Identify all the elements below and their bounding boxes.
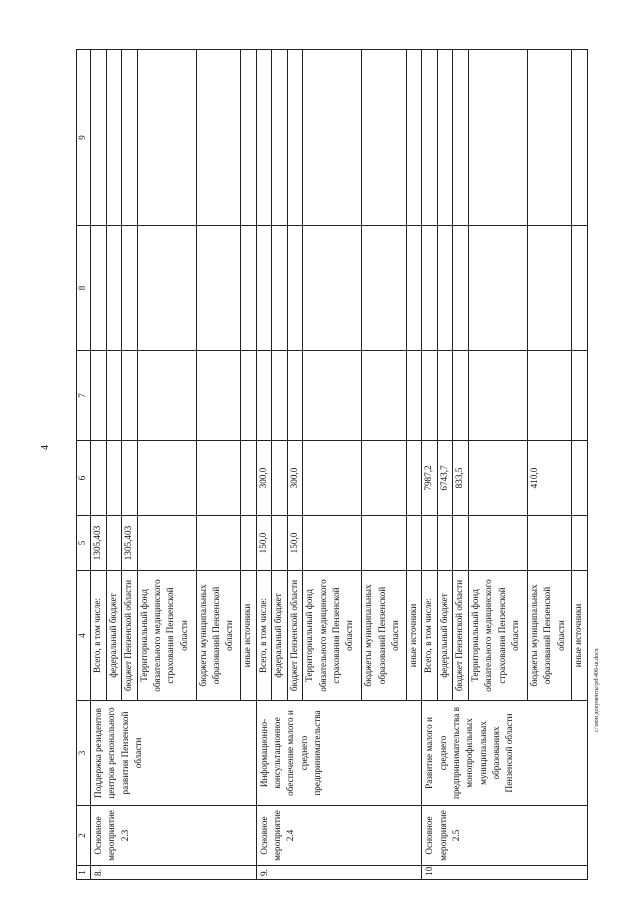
value-col9 <box>572 50 588 226</box>
value-col9 <box>437 50 453 226</box>
value-col8 <box>106 226 122 351</box>
value-col5 <box>106 516 122 571</box>
value-col8 <box>468 226 527 351</box>
value-col7 <box>453 351 469 441</box>
value-col7 <box>287 351 303 441</box>
column-number: 8 <box>77 226 91 351</box>
column-number: 7 <box>77 351 91 441</box>
value-col5 <box>422 516 438 571</box>
value-col8 <box>196 226 240 351</box>
value-col6: 410,0 <box>527 441 571 516</box>
value-col5: 150,0 <box>287 516 303 571</box>
value-col9 <box>196 50 240 226</box>
activity-name: Поддержка резидентов центров регионального развития Пензенской области <box>91 701 257 806</box>
value-col7 <box>241 351 257 441</box>
value-col6: 7987,2 <box>422 441 438 516</box>
value-col8 <box>122 226 138 351</box>
column-number: 2 <box>77 806 91 866</box>
value-col6 <box>106 441 122 516</box>
value-col7 <box>468 351 527 441</box>
value-col9 <box>106 50 122 226</box>
value-col9 <box>468 50 527 226</box>
value-col6 <box>272 441 288 516</box>
value-col5: 1305,403 <box>91 516 107 571</box>
value-col9 <box>256 50 272 226</box>
value-col8 <box>406 226 422 351</box>
value-col7 <box>437 351 453 441</box>
value-col5 <box>303 516 362 571</box>
funding-source: Территориальный фонд обязательного медицинского страхования Пензенской области <box>303 571 362 701</box>
value-col8 <box>241 226 257 351</box>
value-col8 <box>572 226 588 351</box>
value-col6 <box>572 441 588 516</box>
value-col7 <box>362 351 406 441</box>
activity-name: Информационно-консультационное обеспечение малого и среднего предпринимательства <box>256 701 422 806</box>
value-col5 <box>453 516 469 571</box>
value-col6 <box>241 441 257 516</box>
funding-source: бюджеты муниципальных образований Пензенской области <box>527 571 571 701</box>
value-col6 <box>406 441 422 516</box>
value-col7 <box>422 351 438 441</box>
value-col6: 300,0 <box>287 441 303 516</box>
file-path-footer: c:\мои документы\pd\406-ш.docx <box>594 648 600 732</box>
value-col7 <box>122 351 138 441</box>
table-body <box>77 50 588 880</box>
value-col6 <box>122 441 138 516</box>
activity-code: Основное мероприятие 2.3 <box>91 806 257 866</box>
value-col5 <box>527 516 571 571</box>
value-col9 <box>303 50 362 226</box>
header-row <box>77 50 91 880</box>
value-col9 <box>241 50 257 226</box>
row-number: 10. <box>422 866 588 880</box>
value-col7 <box>406 351 422 441</box>
value-col8 <box>437 226 453 351</box>
value-col7 <box>256 351 272 441</box>
table-row <box>91 50 107 880</box>
funding-source: Всего, в том числе: <box>422 571 438 701</box>
value-col6 <box>91 441 107 516</box>
funding-source: федеральный бюджет <box>106 571 122 701</box>
funding-source: бюджет Пензенской области <box>122 571 138 701</box>
value-col5 <box>272 516 288 571</box>
value-col9 <box>91 50 107 226</box>
value-col8 <box>91 226 107 351</box>
value-col9 <box>422 50 438 226</box>
value-col5 <box>406 516 422 571</box>
value-col6 <box>303 441 362 516</box>
value-col5 <box>196 516 240 571</box>
column-number: 1 <box>77 866 91 880</box>
funding-source: Территориальный фонд обязательного медицинского страхования Пензенской области <box>137 571 196 701</box>
value-col5 <box>362 516 406 571</box>
value-col5: 1305,403 <box>122 516 138 571</box>
program-table <box>76 49 588 880</box>
value-col8 <box>137 226 196 351</box>
funding-source: бюджеты муниципальных образований Пензенской области <box>196 571 240 701</box>
funding-source: бюджет Пензенской области <box>287 571 303 701</box>
activity-name: Развитие малого и среднего предпринимательства в монопрофильных муниципальных образованиях Пензенской области <box>422 701 588 806</box>
table-row <box>256 50 272 880</box>
value-col7 <box>572 351 588 441</box>
funding-source: федеральный бюджет <box>437 571 453 701</box>
value-col6 <box>468 441 527 516</box>
value-col9 <box>362 50 406 226</box>
value-col5 <box>468 516 527 571</box>
activity-code: Основное мероприятие 2.5 <box>422 806 588 866</box>
value-col8 <box>527 226 571 351</box>
funding-source: иные источники <box>406 571 422 701</box>
value-col7 <box>91 351 107 441</box>
funding-source: федеральный бюджет <box>272 571 288 701</box>
value-col9 <box>406 50 422 226</box>
rotated-table-wrapper <box>76 50 588 880</box>
value-col5: 150,0 <box>256 516 272 571</box>
funding-source: Всего, в том числе: <box>91 571 107 701</box>
value-col9 <box>122 50 138 226</box>
value-col8 <box>287 226 303 351</box>
value-col7 <box>527 351 571 441</box>
value-col7 <box>272 351 288 441</box>
value-col7 <box>196 351 240 441</box>
value-col6: 300,0 <box>256 441 272 516</box>
value-col9 <box>527 50 571 226</box>
value-col5 <box>137 516 196 571</box>
value-col9 <box>453 50 469 226</box>
funding-source: бюджеты муниципальных образований Пензенской области <box>362 571 406 701</box>
value-col6 <box>137 441 196 516</box>
value-col9 <box>272 50 288 226</box>
value-col6: 6743,7 <box>437 441 453 516</box>
funding-source: Всего, в том числе: <box>256 571 272 701</box>
value-col7 <box>137 351 196 441</box>
column-number: 4 <box>77 571 91 701</box>
value-col9 <box>137 50 196 226</box>
column-number: 6 <box>77 441 91 516</box>
column-number: 5 <box>77 516 91 571</box>
value-col8 <box>362 226 406 351</box>
row-number: 9. <box>256 866 422 880</box>
funding-source: Территориальный фонд обязательного медицинского страхования Пензенской области <box>468 571 527 701</box>
value-col6 <box>362 441 406 516</box>
page-number: 4 <box>40 445 51 450</box>
column-number: 9 <box>77 50 91 226</box>
value-col6: 833,5 <box>453 441 469 516</box>
activity-code: Основное мероприятие 2.4 <box>256 806 422 866</box>
funding-source: иные источники <box>572 571 588 701</box>
table-row <box>422 50 438 880</box>
value-col8 <box>272 226 288 351</box>
value-col9 <box>287 50 303 226</box>
value-col7 <box>303 351 362 441</box>
funding-source: бюджет Пензенской области <box>453 571 469 701</box>
funding-source: иные источники <box>241 571 257 701</box>
value-col5 <box>241 516 257 571</box>
value-col8 <box>453 226 469 351</box>
value-col5 <box>572 516 588 571</box>
value-col7 <box>106 351 122 441</box>
value-col5 <box>437 516 453 571</box>
value-col8 <box>303 226 362 351</box>
value-col8 <box>422 226 438 351</box>
row-number: 8. <box>91 866 257 880</box>
column-number: 3 <box>77 701 91 806</box>
value-col6 <box>196 441 240 516</box>
value-col8 <box>256 226 272 351</box>
